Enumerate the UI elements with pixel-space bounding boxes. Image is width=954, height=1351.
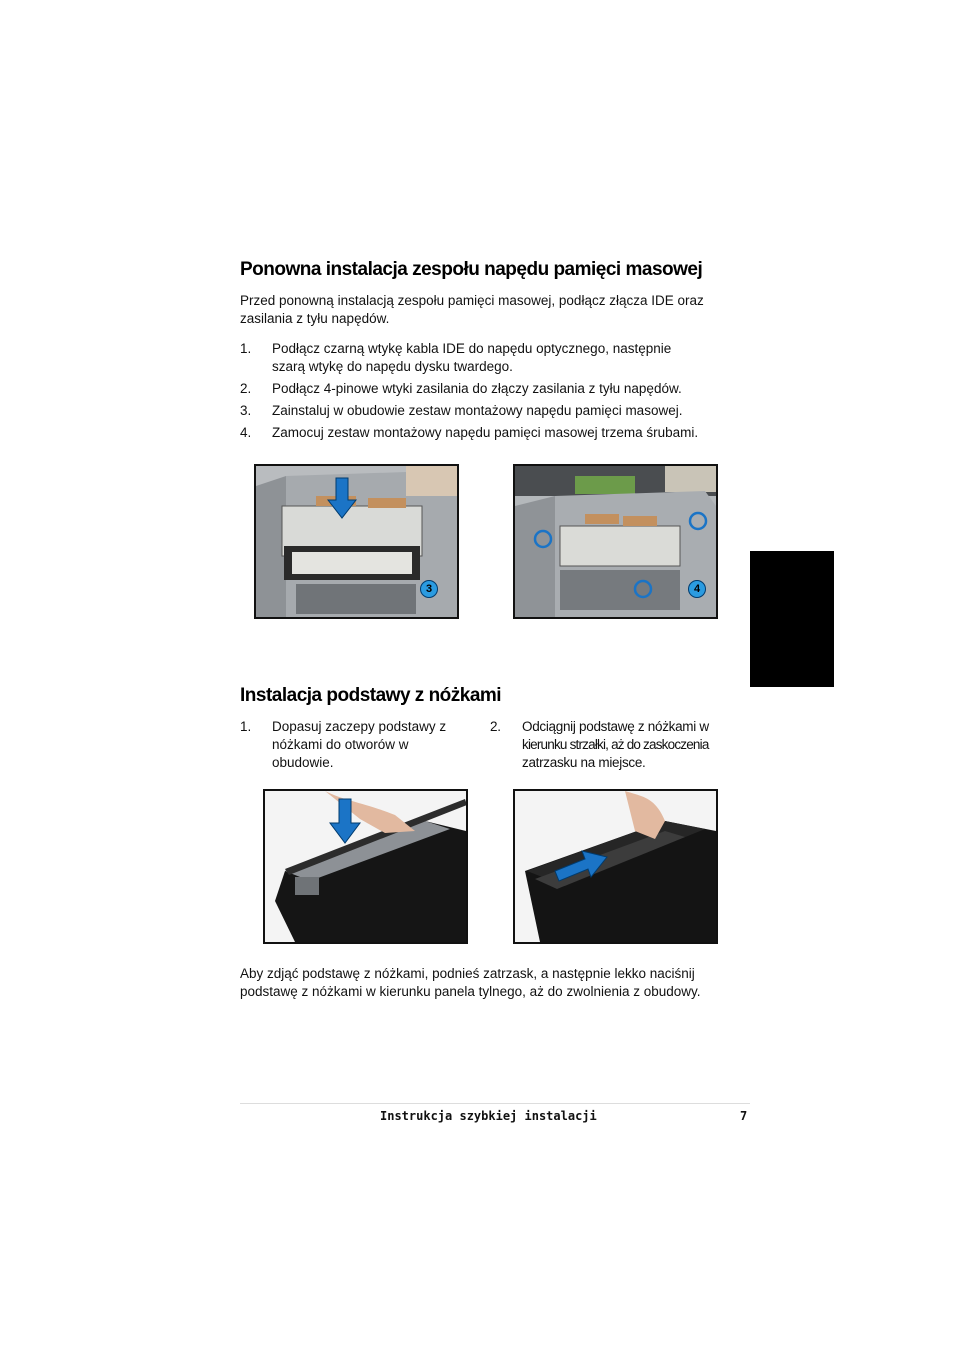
list-text: Odciągnij podstawę z nóżkami w: [522, 719, 709, 734]
list-text: kierunku strzałki, aż do zaskoczenia: [522, 737, 709, 752]
foot-stand-slide-illustration: [515, 791, 716, 942]
footer-divider: [240, 1103, 750, 1104]
list-text: Zamocuj zestaw montażowy napędu pamięci masowej trzema śrubami.: [272, 425, 699, 440]
list-number: 2.: [240, 381, 252, 396]
photo-install-drive-cage: [254, 464, 459, 619]
list-item: [240, 380, 730, 398]
list-number: 3.: [240, 403, 252, 418]
list-text: Podłącz 4-pinowe wtyki zasilania do złączy zasilania z tyłu napędów.: [272, 381, 682, 396]
list-text: Dopasuj zaczepy podstawy z: [272, 719, 447, 734]
intro-line-2: zasilania z tyłu napędów.: [240, 311, 390, 326]
list-number: 1.: [240, 719, 252, 734]
list-item: [240, 718, 470, 772]
list-item: [240, 424, 730, 442]
list-item: [240, 402, 730, 420]
list-number: 2.: [490, 719, 501, 734]
photo-secure-drive-cage: [513, 464, 718, 619]
page-number: 7: [740, 1109, 748, 1123]
step-badge: 4: [688, 580, 706, 598]
photo-align-foot-stand: [263, 789, 468, 944]
list-text: Podłącz czarną wtykę kabla IDE do napędu optycznego, następnie: [272, 341, 672, 356]
intro-line-1: Przed ponowną instalacją zespołu pamięci masowej, podłącz złącza IDE oraz: [240, 293, 704, 308]
photo-slide-foot-stand: [513, 789, 718, 944]
language-tab-marker: [750, 551, 834, 687]
list-item: [490, 718, 730, 772]
section-title-foot-stand: Instalacja podstawy z nóżkami: [240, 685, 502, 706]
step-badge: 3: [420, 580, 438, 598]
list-text: szarą wtykę do napędu dysku twardego.: [272, 359, 513, 374]
foot-stand-align-illustration: [265, 791, 466, 942]
list-text: nóżkami do otworów w: [272, 737, 409, 752]
section-title-drive-reinstall: Ponowna instalacja zespołu napędu pamięci masowej: [240, 259, 703, 280]
list-text: Zainstaluj w obudowie zestaw montażowy napędu pamięci masowej.: [272, 403, 683, 418]
list-number: 1.: [240, 341, 252, 356]
outro-line-1: Aby zdjąć podstawę z nóżkami, podnieś zatrzask, a następnie lekko naciśnij: [240, 966, 695, 981]
outro-line-2: podstawę z nóżkami w kierunku panela tylnego, aż do zwolnienia z obudowy.: [240, 984, 701, 999]
list-text: obudowie.: [272, 755, 334, 770]
list-item: [240, 340, 730, 376]
list-text: zatrzasku na miejsce.: [522, 755, 646, 770]
list-number: 4.: [240, 425, 252, 440]
footer-title: Instrukcja szybkiej instalacji: [380, 1109, 597, 1123]
drive-cage-screws-illustration: [515, 466, 716, 617]
